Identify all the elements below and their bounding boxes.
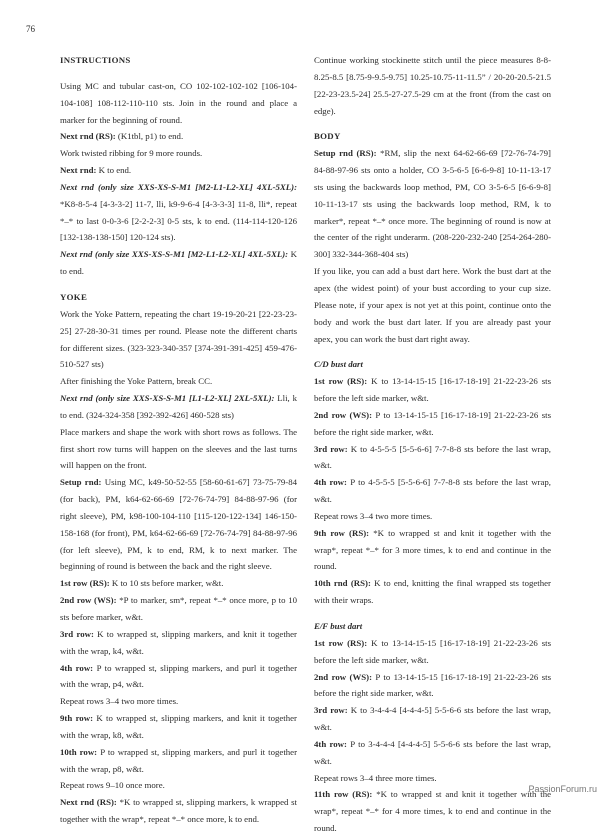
instruction-paragraph — [60, 390, 297, 424]
instruction-paragraph — [60, 78, 297, 129]
instruction-text: K to 3-4-4-4 [4-4-4-5] 5-5-6-6 sts before the last wrap, w&t. — [314, 705, 551, 733]
instruction-text: K to 13-14-15-15 [16-17-18-19] 21-22-23-26 sts before the left side marker, w&t. — [314, 637, 552, 665]
instruction-text: Repeat rows 9–10 once more. — [60, 780, 165, 791]
instruction-label: 1st row (RS): — [314, 376, 368, 387]
instruction-label: 2nd row (WS): — [60, 595, 117, 606]
instruction-text: K to end, knitting the final wrapped sts together with their wraps. — [314, 578, 551, 606]
watermark: PassionForum.ru — [528, 784, 597, 794]
instruction-text: *RM, slip the next 64-62-66-69 [72-76-74-79] 84-88-97-96 sts onto a holder, CO 3-5-6-5 [6-6-9-8] 10-11-13-17 sts using the backwards loop method, PM, CO 3-5-6-5 [6-6-9-8] 10-11-13-17 sts using the backwards loop method, RM, k to marker*, repeat *–* once more. The beginning of round is now at the center of the right underarm. (208-220-232-240 [254-264-280-300] 332-344-368-404 sts) — [314, 148, 551, 260]
instruction-text: If you like, you can add a bust dart here. Work the bust dart at the apex (the widest point) of your bust according to your cup size. Please note, if your apex is not yet at this point, continue onto the body and work the bust dart later. If you are already past your apex, you can work the bust dart right away. — [314, 266, 551, 344]
instruction-paragraph — [314, 373, 551, 407]
instruction-paragraph — [60, 145, 297, 162]
instruction-paragraph — [314, 407, 551, 441]
instruction-text: Repeat rows 3–4 two more times. — [60, 696, 179, 707]
instruction-text: P to wrapped st, slipping markers, and purl it together with the wrap, p4, w&t. — [60, 662, 297, 690]
instruction-paragraph — [60, 710, 297, 744]
instruction-paragraph — [314, 575, 551, 609]
instruction-paragraph — [314, 145, 551, 263]
instruction-paragraph — [60, 306, 297, 373]
instruction-label: Setup rnd (RS): — [314, 148, 377, 159]
section-spacer — [60, 69, 297, 78]
instruction-text: K to end. — [96, 165, 132, 176]
instruction-label: 9th row: — [60, 713, 93, 724]
instruction-text: Using MC, k49-50-52-55 [58-60-61-67] 73-75-79-84 (for back), PM, k64-62-66-69 [72-76-74-79] 84-88-97-96 (for right sleeve), PM, k98-100-104-110 [115-120-122-134] 146-150-158-168 (for front), PM, k64-62-66-69 [72-76-74-79] 84-88-97-96 (for left sleeve), PM, k to end, RM, k to next marker. The beginning of round is between the back and the right sleeve. — [60, 477, 297, 572]
instruction-paragraph — [314, 702, 551, 736]
instruction-text: Repeat rows 3–4 three more times. — [314, 772, 437, 783]
instruction-label: Next rnd (RS): — [60, 131, 116, 142]
instruction-paragraph — [314, 52, 551, 119]
instruction-paragraph — [60, 373, 297, 390]
section-spacer — [314, 119, 551, 128]
instruction-text: Place markers and shape the work with short rows as follows. The first short row turns will happen on the sleeves and the last turns will happen on the front. — [60, 426, 297, 471]
instruction-paragraph — [314, 770, 551, 787]
instruction-label: 1st row (RS): — [60, 578, 110, 589]
instruction-paragraph — [314, 508, 551, 525]
instruction-text: *P to marker, sm*, repeat *–* once more, p to 10 sts before marker, w&t. — [60, 595, 297, 622]
instruction-label: Next rnd (only size XXS-XS-S-M1 [M2-L1-L2-XL] 4XL-5XL): — [60, 181, 297, 192]
instruction-text: P to 4-5-5-5 [5-5-6-6] 7-7-8-8 sts before the last wrap, w&t. — [314, 477, 551, 505]
instruction-text: Using MC and tubular cast-on, CO 102-102-102-102 [106-104-104-108] 108-112-110-110 sts. Join in the round and place a marker for the beginning of round. — [60, 80, 297, 125]
sub-heading: C/D bust dart — [314, 359, 363, 370]
instruction-label: 11th row (RS): — [314, 789, 373, 800]
instruction-label: 3rd row: — [60, 628, 94, 639]
instruction-paragraph — [60, 246, 297, 280]
instruction-label: 3rd row: — [314, 443, 348, 454]
instruction-text: K to 10 sts before marker, w&t. — [109, 578, 224, 589]
page-number: 76 — [26, 24, 35, 34]
instruction-text: P to 13-14-15-15 [16-17-18-19] 21-22-23-26 sts before the right side marker, w&t. — [314, 409, 551, 437]
instruction-text: Repeat rows 3–4 two more times. — [314, 510, 433, 521]
instruction-paragraph — [60, 474, 297, 575]
instruction-text: K to wrapped st, slipping markers, and knit it together with the wrap, k4, w&t. — [60, 628, 297, 656]
instruction-paragraph — [60, 575, 297, 592]
right-column — [314, 52, 551, 837]
instruction-paragraph — [314, 635, 551, 669]
instruction-text: (K1tbl, p1) to end. — [115, 131, 184, 142]
sub-heading: E/F bust dart — [314, 621, 363, 631]
instruction-text: P to 3-4-4-4 [4-4-4-5] 5-5-6-6 sts before the last wrap, w&t. — [314, 738, 551, 766]
instruction-text: P to 13-14-15-15 [16-17-18-19] 21-22-23-26 sts before the right side marker, w&t. — [314, 671, 551, 699]
instruction-text: *K to wrapped st and knit it together with the wrap*, repeat *–* for 3 more times, k to end and continue in the round. — [314, 527, 551, 572]
instruction-paragraph — [60, 693, 297, 710]
instruction-paragraph — [60, 162, 297, 179]
section-heading: BODY — [314, 131, 341, 142]
instruction-text: Work the Yoke Pattern, repeating the chart 19-19-20-21 [22-23-23-25] 27-28-30-31 times per round. Please note the different charts for different sizes. (323-323-340-357 [374-391-391-425] 459-476-510-527 sts) — [60, 308, 297, 370]
instruction-text: K to end. — [60, 249, 297, 277]
instruction-paragraph — [314, 786, 551, 837]
instruction-label: 1st row (RS): — [314, 637, 368, 648]
instruction-paragraph — [314, 525, 551, 576]
instruction-paragraph — [60, 794, 297, 828]
instruction-label: 4th row: — [60, 662, 94, 673]
instruction-paragraph — [60, 660, 297, 694]
instruction-label: 4th row: — [314, 738, 347, 749]
instruction-paragraph — [314, 736, 551, 770]
instruction-label: 10th rnd (RS): — [314, 578, 371, 589]
instruction-text: *K to wrapped st and knit it together with the wrap*, repeat *–* for 4 more times, k to end and continue in the round. — [314, 789, 552, 834]
instruction-text: K to wrapped st, slipping markers, and knit it together with the wrap, k8, w&t. — [60, 713, 297, 740]
instruction-label: Next rnd (only size XXS-XS-S-M1 [L1-L2-XL] 2XL-5XL): — [60, 393, 275, 404]
instruction-paragraph — [60, 179, 297, 246]
instruction-label: 3rd row: — [314, 705, 348, 716]
instruction-paragraph — [60, 424, 297, 475]
instruction-paragraph — [60, 777, 297, 794]
section-spacer — [60, 280, 297, 289]
instruction-text: Work twisted ribbing for 9 more rounds. — [60, 148, 203, 159]
instruction-paragraph — [314, 474, 551, 508]
instruction-paragraph — [60, 128, 297, 145]
instruction-text: K to 4-5-5-5 [5-5-6-6] 7-7-8-8 sts before the last wrap, w&t. — [314, 443, 551, 471]
instruction-text: Continue working stockinette stitch until the piece measures 8-8-8.25-8.5 [8.75-9-9.5-9.75] 10.25-10.75-11-11.5” / 20-20-20.5-21.5 [22-23-23.5-24] 25.5-27-27.5-29 cm at the front (from the cast on edge). — [314, 55, 551, 116]
instruction-label: 10th row: — [60, 746, 98, 757]
section-heading: YOKE — [60, 291, 88, 302]
instruction-label: Next rnd (RS): — [60, 797, 117, 808]
instruction-label: Next rnd: — [60, 165, 97, 176]
instruction-paragraph — [60, 626, 297, 660]
instruction-label: 9th row (RS): — [314, 527, 370, 538]
instruction-paragraph — [314, 669, 551, 703]
section-heading: INSTRUCTIONS — [60, 55, 131, 65]
instruction-paragraph — [60, 744, 297, 778]
instruction-paragraph — [60, 592, 297, 626]
instruction-text: After finishing the Yoke Pattern, break CC. — [60, 376, 213, 387]
instruction-label: 2nd row (WS): — [314, 409, 372, 420]
instruction-text: Lli, k to end. (324-324-358 [392-392-426] 460-528 sts) — [60, 393, 297, 420]
instruction-text: *K8-8-5-4 [4-3-3-2] 11-7, lli, k9-9-6-4 [4-3-3-3] 11-8, lli*, repeat *–* to last 0-0-3-6 [2-2-2-3] 0-5 sts, k to end. (114-114-120-126 [132-138-138-150] 120-124 sts). — [60, 198, 297, 243]
left-column — [60, 52, 297, 828]
instruction-paragraph — [314, 263, 551, 347]
instruction-label: Setup rnd: — [60, 477, 102, 488]
section-spacer — [314, 609, 551, 618]
instruction-label: Next rnd (only size XXS-XS-S-M1 [M2-L1-L2-XL] 4XL-5XL): — [60, 249, 289, 260]
instruction-text: K to 13-14-15-15 [16-17-18-19] 21-22-23-26 sts before the left side marker, w&t. — [314, 376, 552, 404]
instruction-label: 2nd row (WS): — [314, 671, 372, 682]
instruction-text: *K to wrapped st, slipping markers, k wrapped st together with the wrap*, repeat *–* once more, k to end. — [60, 797, 297, 825]
instruction-text: P to wrapped st, slipping markers, and purl it together with the wrap, p8, w&t. — [60, 746, 298, 774]
instruction-label: 4th row: — [314, 477, 347, 488]
section-spacer — [314, 347, 551, 356]
instruction-paragraph — [314, 441, 551, 475]
